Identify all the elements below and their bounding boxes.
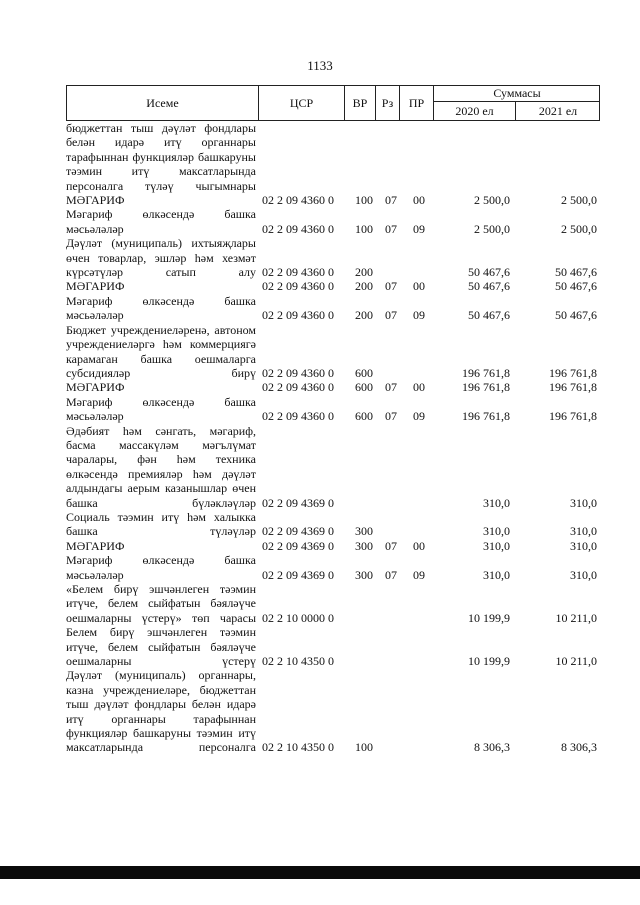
cell-vr: 200 [355, 308, 373, 323]
cell-2021: 2 500,0 [561, 221, 597, 236]
cell-2020: 2 500,0 [474, 221, 510, 236]
cell-2021: 196 761,8 [549, 380, 597, 395]
header-pr: ПР [400, 86, 434, 120]
cell-vr: 200 [355, 279, 373, 294]
table-row [66, 553, 600, 582]
row-name: МӘГАРИФ [66, 380, 125, 395]
cell-2020: 196 761,8 [462, 380, 510, 395]
cell-csr: 02 2 09 4369 0 [262, 524, 334, 539]
row-name: МӘГАРИФ [66, 279, 125, 294]
cell-2020: 310,0 [483, 524, 510, 539]
table-row [66, 582, 600, 625]
cell-csr: 02 2 09 4369 0 [262, 538, 334, 553]
cell-2021: 8 306,3 [561, 740, 597, 755]
cell-pr: 00 [413, 380, 425, 395]
header-2020: 2020 ел [434, 102, 516, 120]
cell-pr: 00 [413, 279, 425, 294]
table-row [66, 294, 600, 323]
cell-2021: 196 761,8 [549, 409, 597, 424]
row-name: Социаль тәэмин итү һәм халыкка башка түләүләр [66, 509, 256, 539]
cell-rz: 07 [385, 409, 397, 424]
table-row [66, 625, 600, 668]
row-name: МӘГАРИФ [66, 193, 125, 208]
row-name: Мәгариф өлкәсендә башка мәсьәләләр [66, 207, 256, 236]
cell-rz: 07 [385, 538, 397, 553]
row-name: Әдәбият һәм сәнгать, мәгариф, басма массакүләм мәгълүмат чаралары, фән һәм техника өлкәсендә премияләр һәм дәүләт алдындагы аерым казанышлар өчен башка бүләкләүләр [66, 423, 256, 510]
table-row [66, 539, 600, 553]
cell-2020: 8 306,3 [474, 740, 510, 755]
cell-2020: 196 761,8 [462, 409, 510, 424]
cell-2020: 10 199,9 [468, 654, 510, 669]
cell-2021: 196 761,8 [549, 365, 597, 380]
cell-2020: 50 467,6 [468, 308, 510, 323]
table-row [66, 279, 600, 293]
cell-csr: 02 2 09 4369 0 [262, 567, 334, 582]
table-row [66, 380, 600, 394]
cell-rz: 07 [385, 279, 397, 294]
cell-2020: 196 761,8 [462, 365, 510, 380]
cell-2020: 310,0 [483, 538, 510, 553]
cell-rz: 07 [385, 380, 397, 395]
cell-2021: 310,0 [570, 495, 597, 510]
cell-2021: 50 467,6 [555, 308, 597, 323]
cell-2021: 10 211,0 [555, 610, 597, 625]
cell-2020: 310,0 [483, 567, 510, 582]
cell-2021: 310,0 [570, 538, 597, 553]
table-row [66, 395, 600, 424]
table-row [66, 193, 600, 207]
scan-edge-bar [0, 866, 640, 879]
row-name: МӘГАРИФ [66, 538, 125, 553]
header-name: Исеме [67, 86, 259, 120]
cell-2021: 2 500,0 [561, 193, 597, 208]
cell-csr: 02 2 09 4360 0 [262, 265, 334, 280]
cell-csr: 02 2 09 4360 0 [262, 380, 334, 395]
row-name: Бюджет учреждениеләренә, автоном учреждениеләргә һәм коммерциягә карамаган башка оешмаларга субсидияләр бирү [66, 322, 256, 380]
cell-pr: 09 [413, 308, 425, 323]
cell-csr: 02 2 09 4360 0 [262, 308, 334, 323]
row-name: Мәгариф өлкәсендә башка мәсьәләләр [66, 394, 256, 424]
cell-2021: 50 467,6 [555, 265, 597, 280]
cell-csr: 02 2 10 4350 0 [262, 740, 334, 755]
cell-2020: 50 467,6 [468, 279, 510, 294]
cell-pr: 09 [413, 409, 425, 424]
cell-pr: 09 [413, 221, 425, 236]
row-name: бюджеттан тыш дәүләт фондлары белән идарә итү органнары тарафыннан функцияләр башкаруны тәэмин итү максатларында персоналга түләү чыгымнары [66, 121, 256, 193]
cell-csr: 02 2 09 4360 0 [262, 409, 334, 424]
table-row [66, 323, 600, 381]
cell-csr: 02 2 09 4360 0 [262, 279, 334, 294]
table-row [66, 121, 600, 193]
cell-vr: 100 [355, 193, 373, 208]
cell-vr: 600 [355, 380, 373, 395]
table-row [66, 510, 600, 539]
header-rz: Рз [376, 86, 400, 120]
cell-2021: 50 467,6 [555, 279, 597, 294]
cell-vr: 100 [355, 740, 373, 755]
cell-2021: 310,0 [570, 524, 597, 539]
cell-vr: 600 [355, 365, 373, 380]
table-header [66, 85, 600, 121]
cell-2020: 2 500,0 [474, 193, 510, 208]
table-body [66, 121, 600, 755]
cell-rz: 07 [385, 221, 397, 236]
header-csr: ЦСР [259, 86, 345, 120]
cell-2020: 310,0 [483, 495, 510, 510]
cell-vr: 100 [355, 221, 373, 236]
cell-2021: 10 211,0 [555, 654, 597, 669]
cell-2020: 10 199,9 [468, 610, 510, 625]
cell-csr: 02 2 10 0000 0 [262, 610, 334, 625]
table-row [66, 236, 600, 279]
table-row [66, 424, 600, 510]
table-row [66, 668, 600, 754]
row-name: Дәүләт (муниципаль) ихтыяҗлары өчен товарлар, эшләр һәм хезмәт күрсәтүләр сатып алу [66, 236, 256, 280]
cell-vr: 200 [355, 265, 373, 280]
cell-rz: 07 [385, 567, 397, 582]
row-name: Дәүләт (муниципаль) органнары, казна учреждениеләре, бюджеттан тыш дәүләт фондлары белән идарә итү органнары тарафыннан функцияләр башкаруны тәэмин итү максатларында персоналга [66, 668, 256, 755]
cell-vr: 300 [355, 524, 373, 539]
row-name: «Белем бирү эшчәнлеген тәэмин итүче, белем сыйфатын бәяләүче оешмаларны үстерү» төп чарасы [66, 582, 256, 625]
cell-pr: 00 [413, 193, 425, 208]
row-name: Белем бирү эшчәнлеген тәэмин итүче, белем сыйфатын бәяләүче оешмаларны үстерү [66, 625, 256, 669]
header-2021: 2021 ел [538, 103, 578, 118]
row-name: Мәгариф өлкәсендә башка мәсьәләләр [66, 293, 256, 323]
cell-rz: 07 [385, 308, 397, 323]
table-row [66, 207, 600, 236]
cell-2021: 310,0 [570, 567, 597, 582]
cell-vr: 300 [355, 538, 373, 553]
cell-csr: 02 2 10 4350 0 [262, 654, 334, 669]
cell-csr: 02 2 09 4360 0 [262, 193, 334, 208]
header-sums: Суммасы [434, 86, 600, 102]
row-name: Мәгариф өлкәсендә башка мәсьәләләр [66, 553, 256, 582]
cell-pr: 09 [413, 567, 425, 582]
cell-pr: 00 [413, 538, 425, 553]
cell-csr: 02 2 09 4360 0 [262, 221, 334, 236]
cell-csr: 02 2 09 4369 0 [262, 495, 334, 510]
header-vr: ВР [345, 86, 376, 120]
cell-csr: 02 2 09 4360 0 [262, 365, 334, 380]
page-number: 1133 [307, 58, 333, 73]
cell-rz: 07 [385, 193, 397, 208]
cell-vr: 300 [355, 567, 373, 582]
cell-2020: 50 467,6 [468, 265, 510, 280]
cell-vr: 600 [355, 409, 373, 424]
